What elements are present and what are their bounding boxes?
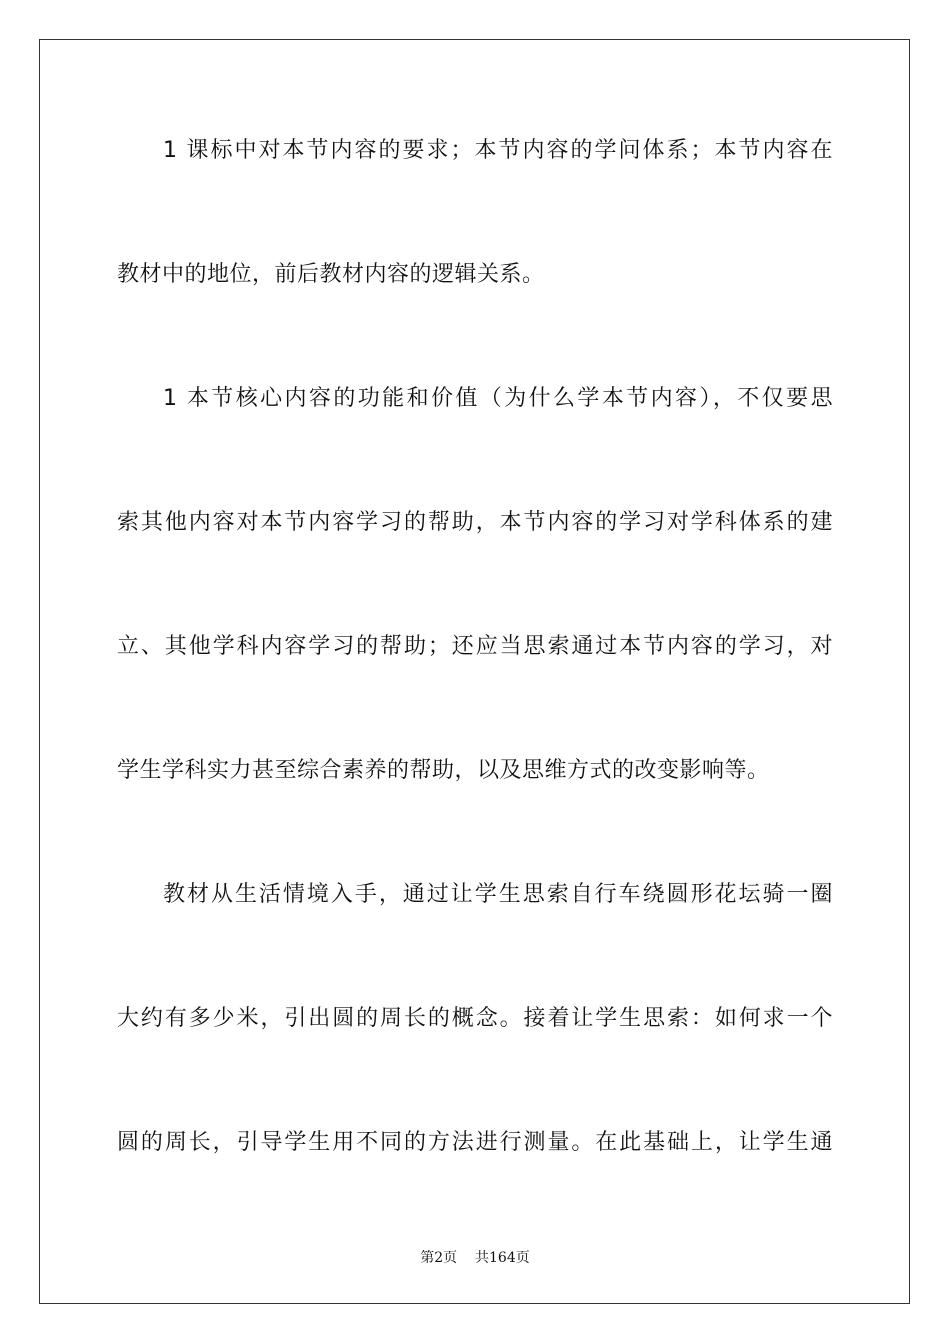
text-line: 大约有多少米，引出圆的周长的概念。接着让学生思索：如何求一个 [117,1006,833,1031]
text-line: 立、其他学科内容学习的帮助；还应当思索通过本节内容的学习，对 [117,634,833,659]
text-line: 教材中的地位，前后教材内容的逻辑关系。 [117,262,545,287]
text-line: 1 本节核心内容的功能和价值（为什么学本节内容），不仅要思 [163,386,833,411]
text-line: 学生学科实力甚至综合素养的帮助，以及思维方式的改变影响等。 [117,758,770,783]
total-pages: 共164页 [475,1250,530,1266]
page-border [39,39,910,1304]
text-line: 圆的周长，引导学生用不同的方法进行测量。在此基础上，让学生通 [117,1130,833,1155]
text-line: 索其他内容对本节内容学习的帮助，本节内容的学习对学科体系的建 [117,510,833,535]
page-number: 第2页 [420,1250,458,1266]
page-footer [0,1249,950,1267]
text-line: 1 课标中对本节内容的要求；本节内容的学问体系；本节内容在 [163,138,833,163]
text-line: 教材从生活情境入手，通过让学生思索自行车绕圆形花坛骑一圈 [163,882,833,907]
